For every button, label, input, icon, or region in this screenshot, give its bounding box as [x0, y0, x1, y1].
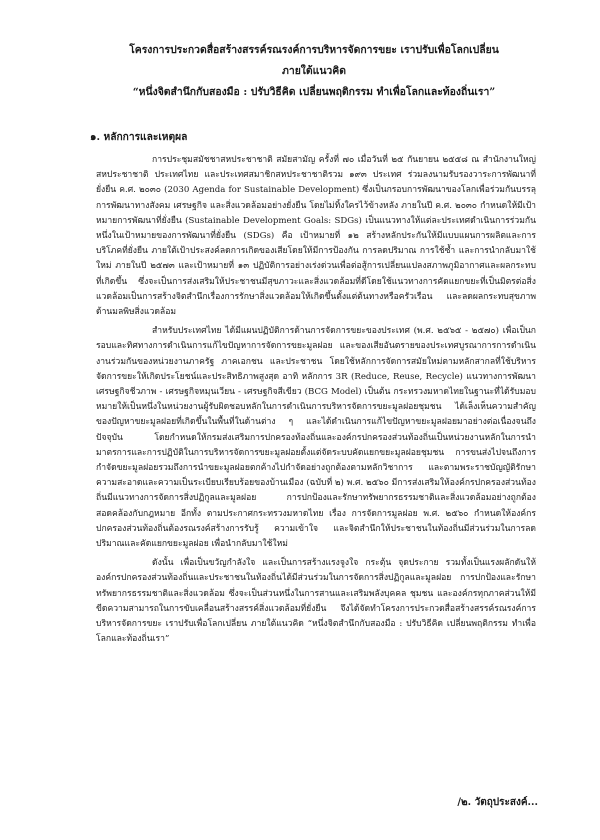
section-heading: ๑. หลักการและเหตุผล [90, 131, 188, 143]
paragraph-3: ดังนั้น เพื่อเป็นขวัญกำลังใจ และเป็นการสร้างแรงจูงใจ กระตุ้น จุดประกาย รวมทั้งเป็นแรงผลักดันให้องค์กรปกครองส่วนท้องถิ่นและประชาชนในท้องถิ่นได้มีส่วนร่วมในการจัดการสิ่งปฏิกูลและมูลฝอย การปกป้องและรักษาทรัพยากรธรรมชาติและสิ่งแวดล้อม ซึ่งจะเป็นส่วนหนึ่งในการสานและเสริมพลังบุคคล ชุมชน และองค์กรทุกภาคส่วนให้มีขีดความสามารถในการขับเคลื่อนสร้างสรรค์สิ่งแวดล้อมที่ยั่งยืน จึงได้จัดทำโครงการประกวดสื่อสร้างสรรค์รณรงค์การบริหารจัดการขยะ เราปรับเพื่อโลกเปลี่ยน ภายใต้แนวคิด “หนึ่งจิตสำนึกกับสองมือ : ปรับวิธีคิด เปลี่ยนพฤติกรรม ทำเพื่อโลกและท้องถิ่นเรา” [96, 558, 536, 645]
title-line-1: โครงการประกวดสื่อสร้างสรรค์รณรงค์การบริหารจัดการขยะ เราปรับเพื่อโลกเปลี่ยน [129, 44, 499, 56]
title-line-2: ภายใต้แนวคิด [282, 65, 346, 77]
title-line-3: “หนึ่งจิตสำนึกกับสองมือ : ปรับวิธีคิด เปลี่ยนพฤติกรรม ทำเพื่อโลกและท้องถิ่นเรา” [132, 86, 496, 98]
paragraph-2: สำหรับประเทศไทย ได้มีแผนปฏิบัติการด้านการจัดการขยะของประเทศ (พ.ศ. ๒๕๖๕ - ๒๕๗๐) เพื่อเป็นกรอบและทิศทางการดำเนินการแก้ไขปัญหาการจัดการขยะมูลฝอย และของเสียอันตรายของประเทศบูรณาการการดำเนินงานร่วมกันของหน่วยงานภาครัฐ ภาคเอกชน และประชาชน โดยใช้หลักการจัดการสมัยใหม่ตามหลักสากลที่ใช้บริหารจัดการขยะให้เกิดประโยชน์และประสิทธิภาพสูงสุด อาทิ หลักการ 3R (Reduce, Reuse, Recycle) แนวทางการพัฒนาเศรษฐกิจชีวภาพ - เศรษฐกิจหมุนเวียน - เศรษฐกิจสีเขียว (BCG Model) เป็นต้น กระทรวงมหาดไทยในฐานะที่ได้รับมอบหมายให้เป็นหนึ่งในหน่วยงานผู้รับผิดชอบหลักในการดำเนินการบริหารจัดการขยะมูลฝอยชุมชน ได้เล็งเห็นความสำคัญของปัญหาขยะมูลฝอยที่เกิดขึ้นในพื้นที่ในด้านต่าง ๆ และได้ดำเนินการแก้ไขปัญหาขยะมูลฝอยมาอย่างต่อเนื่องจนถึงปัจจุบัน โดยกำหนดให้กรมส่งเสริมการปกครองท้องถิ่นและองค์กรปกครองส่วนท้องถิ่นเป็นหน่วยงานหลักในการนำมาตรการและการปฏิบัติในการบริหารจัดการขยะมูลฝอยตั้งแต่จัดระบบคัดแยกขยะมูลฝอยชุมชน การขนส่งไปจนถึงการกำจัดขยะมูลฝอยรวมถึงการนำขยะมูลฝอยตกค้างไปกำจัดอย่างถูกต้องตามหลักวิชาการ และตามพระราชบัญญัติรักษาความสะอาดและความเป็นระเบียบเรียบร้อยของบ้านเมือง (ฉบับที่ ๒) พ.ศ. ๒๕๖๐ มีการส่งเสริมให้องค์กรปกครองส่วนท้องถิ่นมีแนวทางการจัดการสิ่งปฏิกูลและมูลฝอย การปกป้องและรักษาทรัพยากรธรรมชาติและสิ่งแวดล้อมอย่างถูกต้องสอดคล้องกับกฎหมาย อีกทั้ง ตามประกาศกระทรวงมหาดไทย เรื่อง การจัดการมูลฝอย พ.ศ. ๒๕๖๐ กำหนดให้องค์กรปกครองส่วนท้องถิ่นต้องรณรงค์สร้างการรับรู้ ความเข้าใจ และจิตสำนึกให้ประชาชนในท้องถิ่นมีส่วนร่วมในการลดปริมาณและคัดแยกขยะมูลฝอย เพื่อนำกลับมาใช้ใหม่ [96, 326, 536, 550]
paragraph-1: การประชุมสมัชชาสหประชาชาติ สมัยสามัญ ครั้งที่ ๗๐ เมื่อวันที่ ๒๕ กันยายน ๒๕๕๘ ณ สำนักงานใหญ่สหประชาชาติ ประเทศไทย และประเทศสมาชิกสหประชาชาติรวม ๑๙๓ ประเทศ ร่วมลงนามรับรองวาระการพัฒนาที่ยั่งยืน ค.ศ. ๒๐๓๐ (2030 Agenda for Sustainable Development) ซึ่งเป็นกรอบการพัฒนาของโลกเพื่อร่วมกันบรรลุการพัฒนาทางสังคม เศรษฐกิจ และสิ่งแวดล้อมอย่างยั่งยืน โดยไม่ทิ้งใครไว้ข้างหลัง ภายในปี ค.ศ. ๒๐๓๐ กำหนดให้มีเป้าหมายการพัฒนาที่ยั่งยืน (Sustainable Development Goals: SDGs) เป็นแนวทางให้แต่ละประเทศดำเนินการร่วมกัน หนึ่งในเป้าหมายของการพัฒนาที่ยั่งยืน (SDGs) คือ เป้าหมายที่ ๑๒ สร้างหลักประกันให้มีแบบแผนการผลิตและการบริโภคที่ยั่งยืน ภายใต้เป้าประสงค์ลดการเกิดของเสียโดยให้มีการป้องกัน การลดปริมาณ การใช้ซ้ำ และการนำกลับมาใช้ใหม่ ภายในปี ๒๕๗๓ และเป้าหมายที่ ๑๓ ปฏิบัติการอย่างเร่งด่วนเพื่อต่อสู้การเปลี่ยนแปลงสภาพภูมิอากาศและผลกระทบที่เกิดขึ้น ซึ่งจะเป็นการส่งเสริมให้ประชาชนมีสุขภาวะและสิ่งแวดล้อมที่ดีโดยใช้แนวทางการคัดแยกขยะที่เป็นมิตรต่อสิ่งแวดล้อมเป็นการสร้างจิตสำนึกเรื่องการรักษาสิ่งแวดล้อมให้เกิดขึ้นตั้งแต่ต้นทางหรือครัวเรือน และลดผลกระทบสุขภาพด้านมลพิษสิ่งแวดล้อม [96, 155, 536, 318]
continuation-note: /๒. วัตถุประสงค์... [457, 797, 538, 808]
document-title [92, 40, 536, 103]
